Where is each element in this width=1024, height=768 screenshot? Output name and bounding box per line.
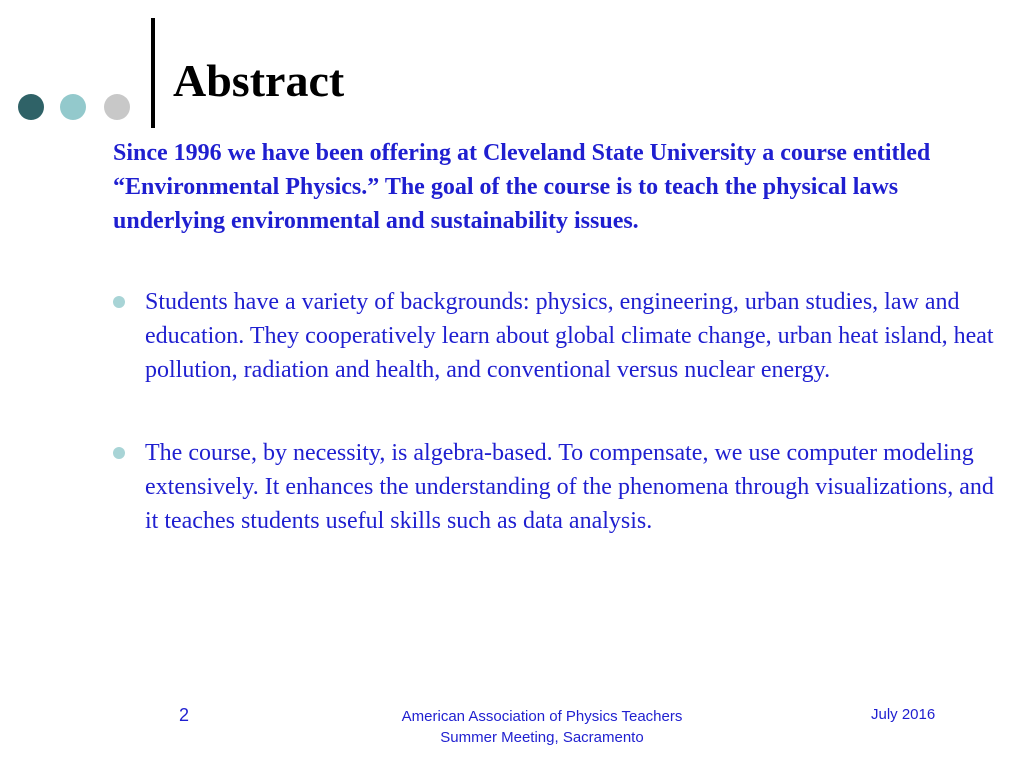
bullet-dot-icon [113,447,125,459]
footer-event [352,706,732,748]
decorative-dot-gray [104,94,130,120]
decorative-dot-dark [18,94,44,120]
footer-organization: American Association of Physics Teachers [401,708,683,725]
slide-title: Abstract [173,55,345,106]
bullet-item [113,285,998,387]
bullet-text: Students have a variety of backgrounds: physics, engineering, urban studies, law and education. They cooperatively learn about global climate change, urban heat island, heat pollution, radiation and health, and conventional versus nuclear energy. [145,289,994,383]
footer-meeting: Summer Meeting, Sacramento [440,729,644,746]
bullet-list [113,285,998,587]
intro-paragraph: Since 1996 we have been offering at Cleveland State University a course entitled “Environmental Physics.” The goal of the course is to teach the physical laws underlying environmental and sustainability issues. [113,140,931,234]
bullet-text: The course, by necessity, is algebra-based. To compensate, we use computer modeling extensively. It enhances the understanding of the phenomena through visualizations, and it teaches students useful skills such as data analysis. [145,440,994,534]
title-divider [151,18,155,128]
decorative-dot-teal [60,94,86,120]
page-number: 2 [179,705,190,725]
bullet-item [113,436,998,538]
footer-date: July 2016 [871,706,936,723]
bullet-dot-icon [113,296,125,308]
